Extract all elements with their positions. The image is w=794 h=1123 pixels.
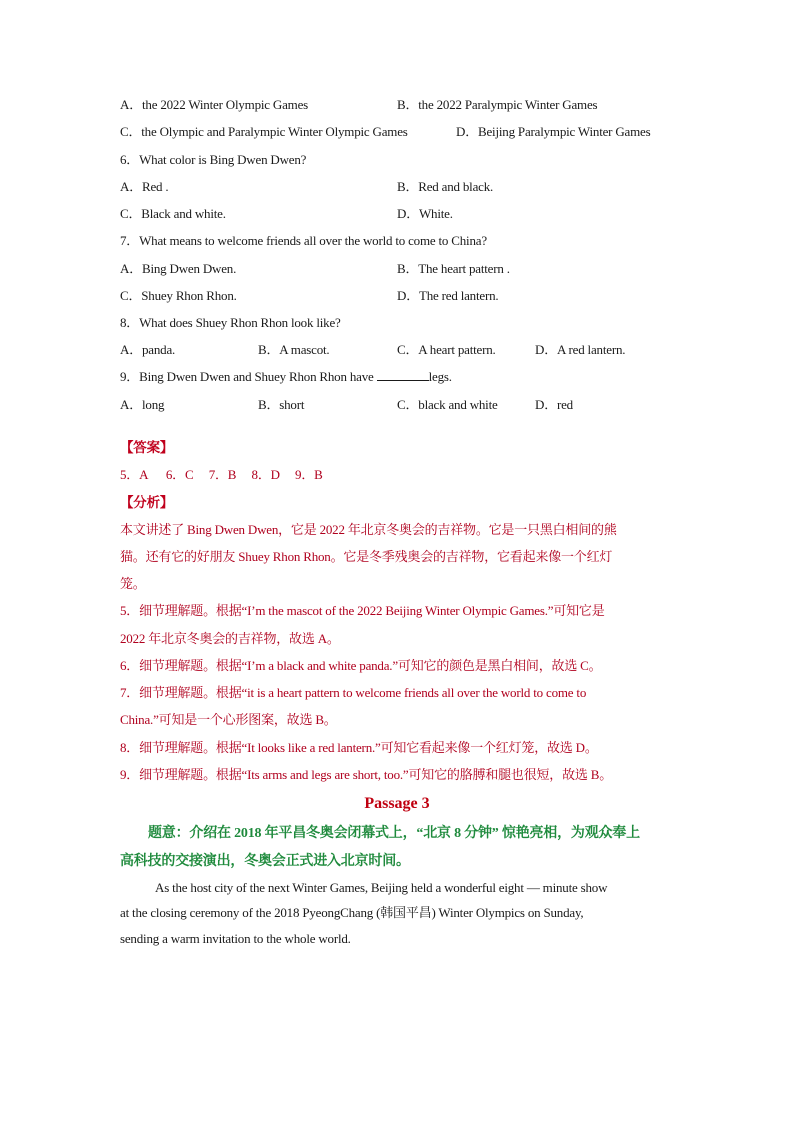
q9-option-a: A．long [120,397,165,412]
q5-option-d: D．Beijing Paralympic Winter Games [456,124,651,139]
analysis-intro-2: 猫。还有它的好朋友 Shuey Rhon Rhon。它是冬季残奥会的吉祥物，它看起来像一个红灯 [120,549,613,564]
q9-stem [120,368,452,386]
q7-option-a: A．Bing Dwen Dwen. [120,261,237,276]
q8-option-d: D．A red lantern. [535,342,626,357]
q9-stem-start: 9．Bing Dwen Dwen and Shuey Rhon Rhon have [120,369,377,384]
analysis-q6: 6．细节理解题。根据“I’m a black and white panda.”可知它的颜色是黑白相间，故选 C。 [120,658,602,673]
answer-line: 5．A 6．C 7．B 8．D 9．B [120,467,323,482]
q8-option-a: A．panda. [120,342,176,357]
q6-option-a: A．Red . [120,179,169,194]
q7-stem: 7．What means to welcome friends all over the world to come to China? [120,233,487,248]
passage-body-2: at the closing ceremony of the 2018 PyeongChang (韩国平昌) Winter Olympics on Sunday, [120,905,584,920]
q6-option-c: C．Black and white. [120,206,226,221]
analysis-intro-3: 笼。 [120,576,146,591]
q5-option-a: A．the 2022 Winter Olympic Games [120,97,309,112]
passage-topic-1: 题意：介绍在 2018 年平昌冬奥会闭幕式上，“北京 8 分钟” 惊艳亮相，为观众奉上 [148,826,640,841]
answer-heading: 【答案】 [120,440,174,455]
q7-option-b: B．The heart pattern . [397,261,510,276]
q6-option-b: B．Red and black. [397,179,494,194]
q6-option-d: D．White. [397,206,453,221]
analysis-q5-2: 2022 年北京冬奥会的吉祥物，故选 A。 [120,631,340,646]
passage-body-1: As the host city of the next Winter Games, Beijing held a wonderful eight — minute show [155,880,608,895]
analysis-q7-1: 7．细节理解题。根据“it is a heart pattern to welcome friends all over the world to come to [120,685,587,700]
analysis-q9: 9．细节理解题。根据“Its arms and legs are short, too.”可知它的胳膊和腿也很短，故选 B。 [120,767,613,782]
analysis-intro-1: 本文讲述了 Bing Dwen Dwen，它是 2022 年北京冬奥会的吉祥物。它是一只黑白相间的熊 [120,522,617,537]
analysis-q8: 8．细节理解题。根据“It looks like a red lantern.”可知它看起来像一个红灯笼，故选 D。 [120,740,598,755]
q9-stem-end: legs. [428,369,452,384]
q6-stem: 6．What color is Bing Dwen Dwen? [120,152,307,167]
passage-title: Passage 3 [364,795,430,812]
q9-answer-blank [377,368,429,381]
q5-option-b: B．the 2022 Paralympic Winter Games [397,97,598,112]
q7-option-d: D．The red lantern. [397,288,499,303]
analysis-heading: 【分析】 [120,495,174,510]
q8-option-b: B．A mascot. [258,342,330,357]
q5-option-c: C．the Olympic and Paralympic Winter Olympic Games [120,124,408,139]
q8-stem: 8．What does Shuey Rhon Rhon look like? [120,315,341,330]
q9-option-b: B．short [258,397,305,412]
passage-body-3: sending a warm invitation to the whole world. [120,931,351,946]
passage-topic-2: 高科技的交接演出，冬奥会正式进入北京时间。 [120,854,410,869]
q7-option-c: C．Shuey Rhon Rhon. [120,288,237,303]
q9-option-d: D．red [535,397,573,412]
q8-option-c: C．A heart pattern. [397,342,496,357]
analysis-q7-2: China.”可知是一个心形图案，故选 B。 [120,712,337,727]
analysis-q5-1: 5．细节理解题。根据“I’m the mascot of the 2022 Beijing Winter Olympic Games.”可知它是 [120,603,605,618]
q9-option-c: C．black and white [397,397,498,412]
